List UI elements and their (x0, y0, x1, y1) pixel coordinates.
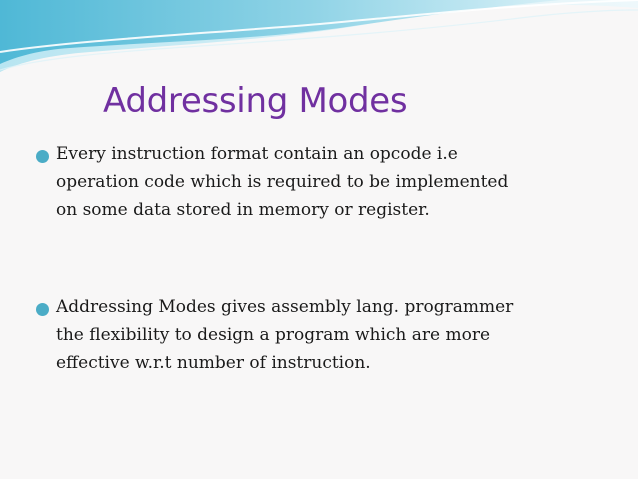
bullet-line: Every instruction format contain an opcode i.e (56, 144, 458, 164)
slide-title: Addressing Modes (103, 81, 408, 121)
bullet-text (36, 293, 616, 377)
bullet-item (36, 140, 616, 224)
bullet-dot-icon (36, 150, 49, 163)
header-wave-decoration (0, 0, 638, 80)
bullet-line: operation code which is required to be implemented (56, 172, 509, 192)
bullet-dot-icon (36, 303, 49, 316)
bullet-line: effective w.r.t number of instruction. (56, 353, 371, 373)
bullet-line: on some data stored in memory or register. (56, 200, 430, 220)
bullet-item (36, 293, 616, 377)
bullet-line: the flexibility to design a program which are more (56, 325, 491, 345)
bullet-text (36, 140, 616, 224)
bullet-line: Addressing Modes gives assembly lang. programmer (56, 297, 514, 317)
